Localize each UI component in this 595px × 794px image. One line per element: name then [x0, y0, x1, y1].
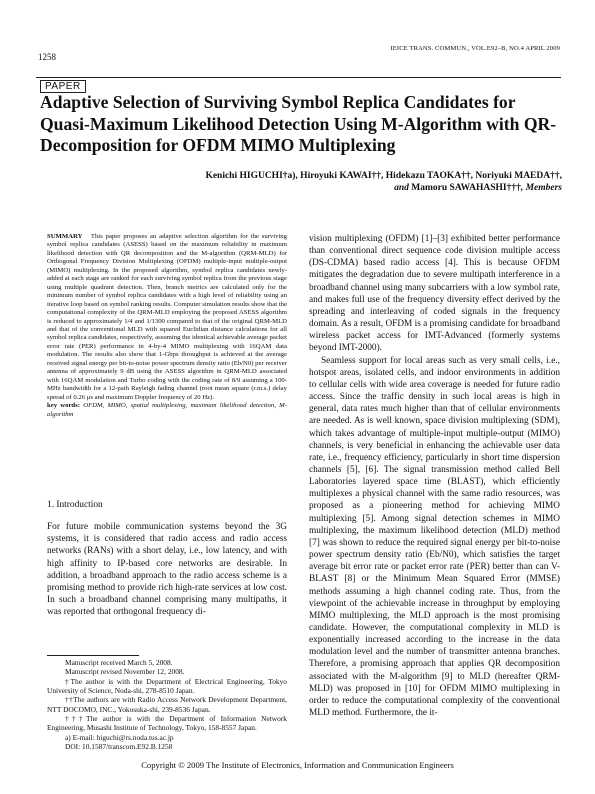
footnote-email: a) E-mail: higuchi@rs.noda.tus.ac.jp	[65, 732, 174, 742]
section-heading-introduction: 1. Introduction	[47, 500, 103, 510]
footnote-revised: Manuscript revised November 12, 2008.	[65, 667, 185, 677]
intro-right-column	[309, 233, 560, 719]
footnote-doi: DOI: 10.1587/transcom.E92.B.1258	[65, 742, 173, 752]
abstract-text: This paper proposes an adaptive selection algorithm for the surviving symbol replica candidates (ASESS) based on the maximum reliability in maximum likelihood detection with QR decomposition and the M-algorithm (QRM-MLD) for Orthogonal Frequency Division Multiplexing (OFDM) multiple-input multiple-output (MIMO) multiplexing. In the proposed algorithm, symbol replica candidates newly-added at each stage are ranked for each surviving symbol replica from the previous stage using multiple quadrant detection. Then, branch metrics are calculated only for the minimum number of symbol replica candidates with a high level of reliability using an iterative loop based on symbol ranking results. Computer simulation results show that the computational complexity of the QRM-MLD employing the proposed ASESS algorithm is reduced to approximately 1/4 and 1/1300 compared to that of the original QRM-MLD and that of the conventional MLD with squared Euclidian distance calculations for all symbol replica candidates, respectively, assuming the identical achievable average packet error rate (PER) performance in 4-by-4 MIMO multiplexing with 16QAM data modulation. The results also show that 1-Gbps throughput is achieved at the average received signal energy per bit-to-noise power spectrum density ratio (Eb/N0) per receiver antenna of approximately 9 dB using the ASESS algorithm in QRM-MLD associated with 16QAM modulation and Turbo coding with the coding rate of 8/9 assuming a 100-MHz bandwidth for a 12-path Rayleigh fading channel (root mean square (r.m.s.) delay spread of 0.26 μs and maximum Doppler frequency of 20 Hz).	[47, 233, 287, 401]
header-rule	[36, 77, 561, 78]
copyright-footer: Copyright © 2009 The Institute of Electronics, Information and Communication Engineers	[141, 760, 454, 770]
journal-header: IEICE TRANS. COMMUN., VOL.E92–B, NO.4 APRIL 2009	[390, 45, 560, 52]
footnote-received: Manuscript received March 5, 2008.	[65, 658, 173, 667]
footnote-affiliation-1: †The author is with the Department of Electrical Engineering, Tokyo University of Science, Noda-shi, 278-8510 Japan.	[47, 676, 287, 696]
abstract	[47, 233, 287, 419]
intro-paragraph-1: vision multiplexing (OFDM) [1]–[3] exhibited better performance than conventional direct sequence code division multiple access (DS-CDMA) based radio access [4]. This is because OFDM mitigates the degradation due to severe multipath interference in a broadband channel using many subcarriers with a low symbol rate, and makes full use of the frequency diversity effect derived by the spreading and interleaving of coded signals in the frequency domain. As a result, OFDM is a promising candidate for broadband wireless packet access for IMT-Advanced (formerly systems beyond IMT-2000).	[309, 234, 560, 354]
keywords-text: OFDM, MIMO, spatial multiplexing, maximum likelihood detection, M-algorithm	[47, 402, 287, 418]
intro-left-column: For future mobile communication systems beyond the 3G systems, it is considered that radio access and radio access networks (RANs) with a short delay, i.e., low latency, and with high affinity to IP-based core networks are desirable. In addition, a broadband approach to the radio access scheme is a promising method to provide rich high-rate services at low cost. In such a broadband channel comprising many multipaths, it was reported that orthogonal frequency di-	[47, 522, 287, 618]
keywords	[47, 402, 287, 419]
author-line-2	[200, 182, 562, 194]
footnote-rule	[47, 655, 139, 656]
page-number: 1258	[38, 52, 56, 62]
author-list	[200, 170, 562, 194]
author-members: , Members	[520, 183, 562, 193]
footnotes	[47, 658, 287, 751]
paper-title: Adaptive Selection of Surviving Symbol Replica Candidates for Quasi-Maximum Likelihood Detection Using M-Algorithm with QR-Decomposition for OFDM MIMO Multiplexing	[40, 92, 557, 155]
footnote-affiliation-2: ††The authors are with Radio Access Network Development Department, NTT DOCOMO, INC., Yokosuka-shi, 239-8536 Japan.	[47, 695, 287, 714]
author-last: Mamoru SAWAHASHI†††	[411, 183, 521, 193]
keywords-label: key words:	[47, 402, 80, 410]
footnote-affiliation-3: †††The author is with the Department of Information Network Engineering, Musashi Institute of Technology, Tokyo, 158-8557 Japan.	[47, 714, 287, 733]
abstract-label: SUMMARY	[47, 233, 83, 240]
author-and: and	[394, 183, 409, 193]
intro-paragraph-2: Seamless support for local areas such as very small cells, i.e., hotspot areas, isolated cells, and indoor environments in addition to cellular cells with wide area coverage is needed for future radio access. Since the traffic density in such local areas is high in general, data rates much higher than that of cellular environments are needed. As is well known, space division multiplexing (SDM), which takes advantage of multiple-input multiple-output (MIMO) channels, is very beneficial in enhancing the achievable user data rate, i.e., frequency efficiency, particularly in short time dispersion channels [5], [6]. The signal transmission method called Bell Laboratories layered space time (BLAST), which efficiently multiplexes a physical channel with the same radio resources, was proposed as a pioneering method for achieving MIMO multiplexing [5]. Among signal detection schemes in MIMO multiplexing, the maximum likelihood detection (MLD) method [7] was shown to reduce the required signal energy per bit-to-noise power spectrum density ratio (Eb/N0), which satisfies the target average bit error rate or packet error rate (PER) better than can V-BLAST [8] or the Minimum Mean Squared Error (MMSE) methods assuming a high channel coding rate. Thus, from the viewpoint of the achievable increase in throughput by employing MIMO multiplexing, the MLD approach is the most promising candidate. However, the computational complexity in MLD is exponentially increased according to the increase in the data modulation level and the number of transmitter antenna branches. Therefore, a promising approach that applies QR decomposition associated with the M-algorithm [9] to MLD (hereafter QRM-MLD) was proposed in [10] for OFDM MIMO multiplexing in order to reduce the computational complexity of the conventional MLD method. Furthermore, the it-	[309, 355, 560, 719]
section-label: PAPER	[40, 80, 86, 93]
author-line-1: Kenichi HIGUCHI†a), Hiroyuki KAWAI††, Hidekazu TAOKA††, Noriyuki MAEDA††,	[205, 171, 562, 181]
